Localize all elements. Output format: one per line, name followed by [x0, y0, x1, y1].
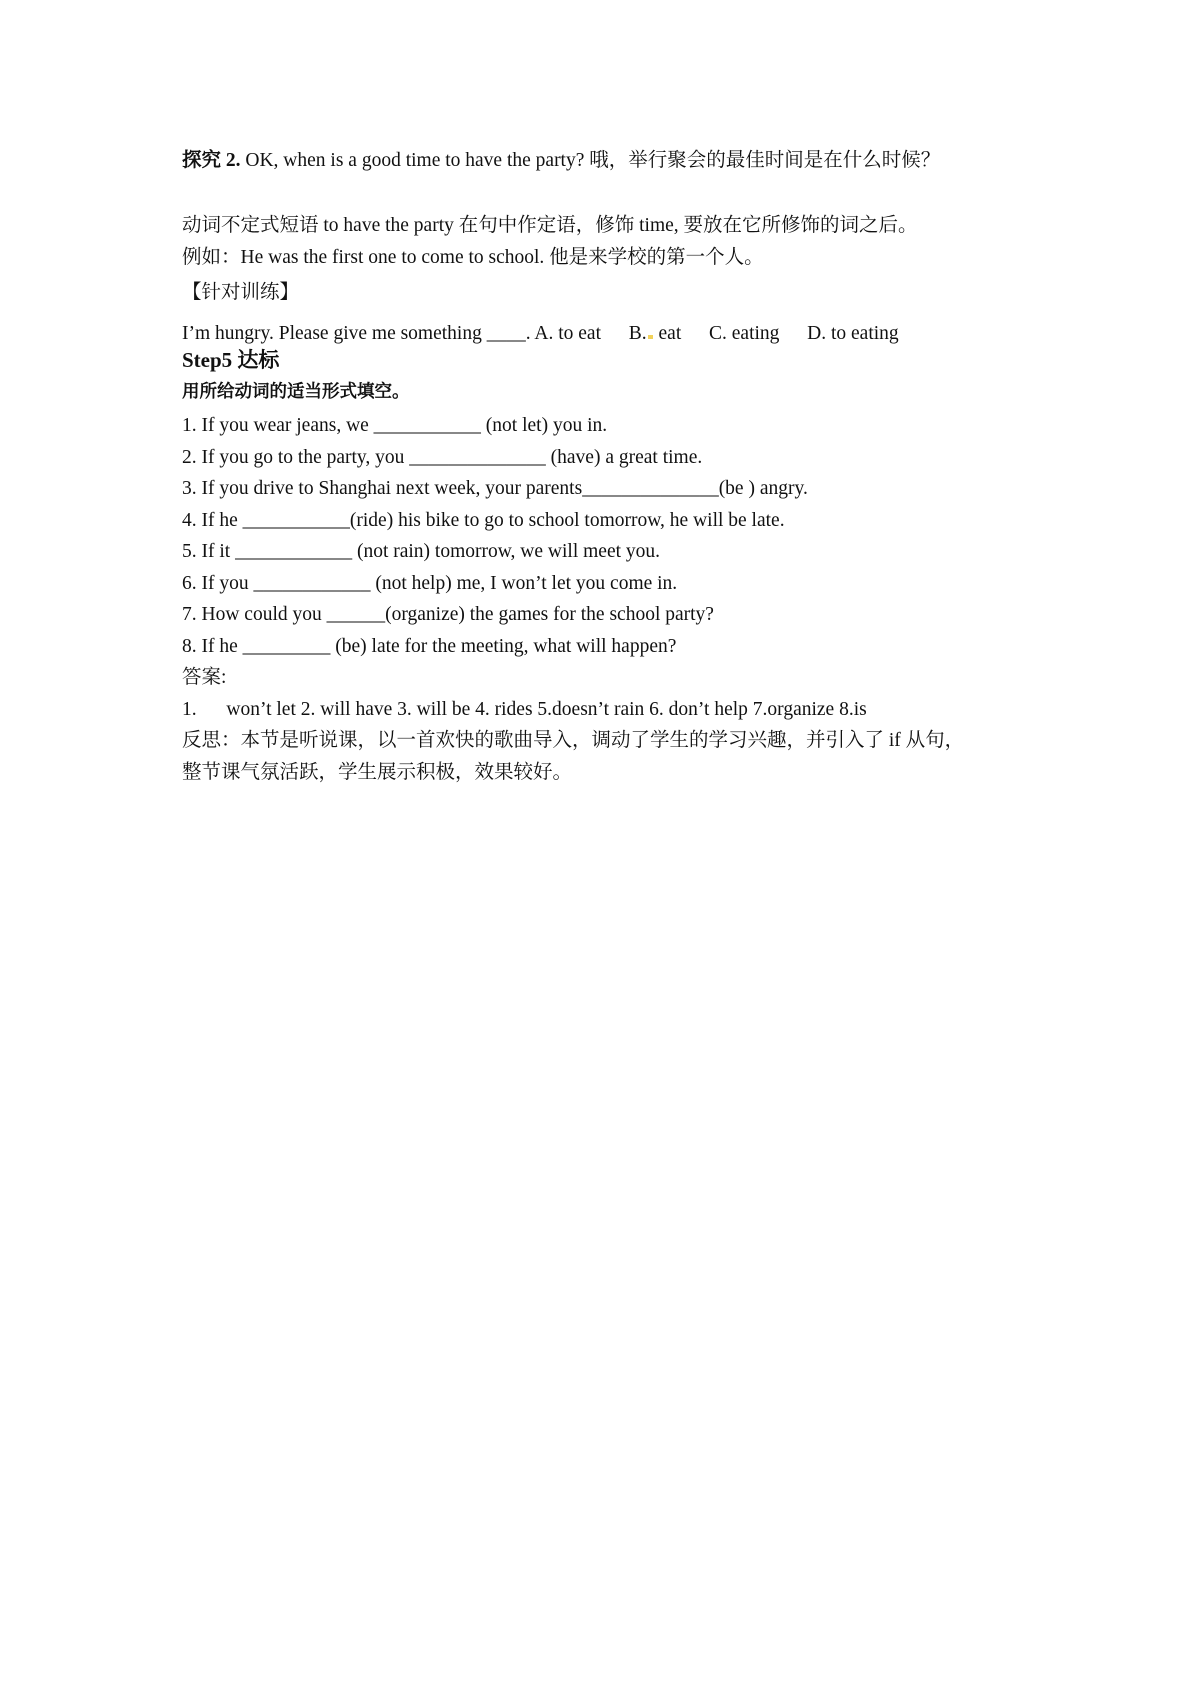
question-4: 4. If he ___________(ride) his bike to go to school tomorrow, he will be late. — [182, 510, 785, 531]
answers-text: won’t let 2. will have 3. will be 4. rides 5.doesn’t rain 6. don’t help 7.organize 8.is — [226, 699, 867, 720]
explore-translation: 哦，举行聚会的最佳时间是在什么时候？ — [589, 150, 941, 171]
question-7: 7. How could you ______(organize) the games for the school party? — [182, 604, 714, 625]
answers-number: 1. — [182, 699, 197, 720]
explanation-line-1: 动词不定式短语 to have the party 在句中作定语，修饰 time, 要放在它所修饰的词之后。 — [182, 215, 918, 236]
practice-question — [182, 322, 899, 346]
reflection-text-1a: 反思：本节是听说课，以一首欢快的歌曲导入，调动了学生的学习 — [182, 730, 748, 751]
explore-line — [182, 149, 940, 173]
explore-sentence: OK, when is a good time to have the party? — [245, 150, 585, 171]
answers-line — [182, 698, 867, 722]
reflection-text-1b: 兴趣，并引入了 if 从句， — [747, 730, 965, 751]
explore-label: 探究 2. — [182, 150, 241, 171]
question-3: 3. If you drive to Shanghai next week, your parents______________(be ) angry. — [182, 478, 808, 499]
question-2: 2. If you go to the party, you ______________ (have) a great time. — [182, 447, 703, 468]
step5-instruction: 用所给动词的适当形式填空。 — [182, 382, 410, 402]
option-c: C. eating — [709, 323, 780, 344]
step5-heading: Step5 达标 — [182, 348, 280, 372]
answers-label: 答案: — [182, 667, 227, 688]
question-5: 5. If it ____________ (not rain) tomorrow, we will meet you. — [182, 541, 661, 562]
reflection-line-2: 整节课气氛活跃，学生展示积极，效果较好。 — [182, 762, 573, 783]
option-b-word: eat — [658, 323, 682, 344]
practice-title: 【针对训练】 — [182, 282, 300, 303]
practice-question-text: I’m hungry. Please give me something ____. A. to eat — [182, 323, 601, 344]
option-d: D. to eating — [807, 323, 899, 344]
explanation-line-2: 例如：He was the first one to come to school. 他是来学校的第一个人。 — [182, 247, 764, 268]
reflection-line-1 — [182, 729, 964, 753]
highlight-mark — [648, 335, 653, 339]
question-6: 6. If you ____________ (not help) me, I won’t let you come in. — [182, 573, 678, 594]
question-8: 8. If he _________ (be) late for the meeting, what will happen? — [182, 636, 677, 657]
option-b-prefix: B. — [628, 323, 647, 344]
question-1: 1. If you wear jeans, we ___________ (not let) you in. — [182, 415, 608, 436]
